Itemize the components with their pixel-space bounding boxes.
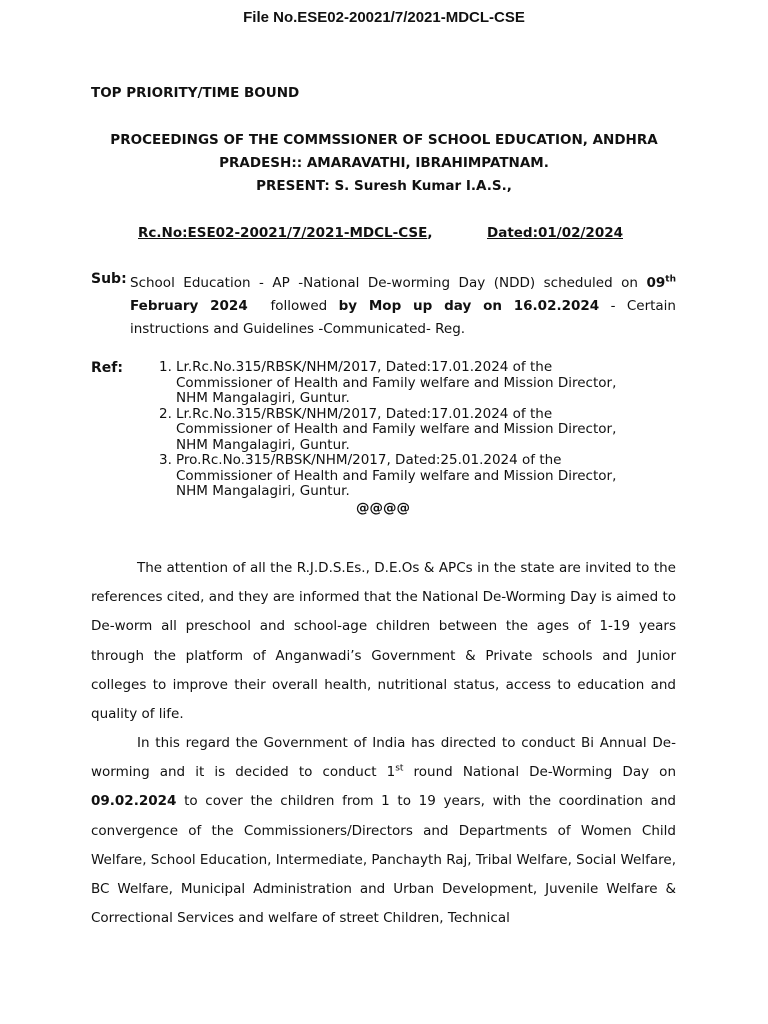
- reference-number-1: 1.: [159, 359, 172, 375]
- reference-item-1: [159, 360, 679, 407]
- paragraph-2-text-part-1: In this regard the Government of India has directed to conduct Bi Annual De-worming and it is decided to conduct 1: [91, 735, 676, 781]
- reference-2-line-2: Commissioner of Health and Family welfare and Mission Director,: [176, 421, 617, 437]
- priority-label: TOP PRIORITY/TIME BOUND: [91, 85, 300, 101]
- proceedings-present-line: PRESENT: S. Suresh Kumar I.A.S.,: [256, 178, 512, 194]
- reference-1-line-1: Lr.Rc.No.315/RBSK/NHM/2017, Dated:17.01.2024 of the: [176, 359, 553, 375]
- reference-item-2: [159, 407, 679, 454]
- subject-mopup-day: by Mop up day on 16.02.2024: [338, 298, 600, 314]
- paragraph-2-text-part-2: round National De-Worming Day on: [403, 764, 676, 781]
- reference-3-line-2: Commissioner of Health and Family welfare and Mission Director,: [176, 467, 617, 484]
- reference-item-3: [159, 453, 679, 500]
- reference-3-line-1: Pro.Rc.No.315/RBSK/NHM/2017, Dated:25.01.2024 of the: [176, 452, 562, 468]
- rc-number-text: Rc.No:ESE02-20021/7/2021-MDCL-CSE: [138, 225, 428, 241]
- reference-1-line-3: NHM Mangalagiri, Guntur.: [176, 390, 350, 406]
- paragraph-2-ndd-date: 09.02.2024: [91, 793, 177, 810]
- body-paragraph-1: [91, 554, 676, 729]
- rc-number-comma: ,: [427, 225, 433, 241]
- reference-2-line-3: NHM Mangalagiri, Guntur.: [176, 436, 350, 453]
- references-label: Ref:: [91, 360, 123, 376]
- proceedings-title-line-2: PRADESH:: AMARAVATHI, IBRAHIMPATNAM.: [219, 155, 549, 171]
- subject-text-part-1: School Education - AP -National De-worming Day (NDD) scheduled on: [130, 275, 647, 291]
- subject-ndd-day: 09: [646, 275, 666, 291]
- body-paragraph-2: [91, 729, 676, 933]
- reference-3-line-3: NHM Mangalagiri, Guntur.: [176, 483, 350, 499]
- paragraph-2-text-part-3: to cover the children from 1 to 19 years, with the coordination and convergence of the Commissioners/Directors and Departments of Women Child Welfare, School Education, Intermediate, Panchayth Raj, Tribal Welfare, Social Welfare, BC Welfare, Municipal Administration and Urban Development, Juvenile Welfare & Correctional Services and welfare of street Children, Technical: [91, 793, 676, 927]
- subject-text: [130, 272, 676, 341]
- reference-number: [138, 225, 432, 241]
- subject-ndd-day-suffix: th: [665, 274, 676, 285]
- dated-field: Dated:01/02/2024: [487, 225, 623, 241]
- paragraph-2-ordinal-suffix: st: [395, 763, 404, 774]
- subject-label: Sub:: [91, 271, 127, 287]
- paragraph-1-text: The attention of all the R.J.D.S.Es., D.E.Os & APCs in the state are invited to the references cited, and they are informed that the National De-Worming Day is aimed to De-worm all preschool and school-age children between the ages of 1-19 years through the platform of Anganwadi’s Government & Private schools and Junior colleges to improve their overall health, nutritional status, access to education and quality of life.: [91, 560, 676, 723]
- reference-number-3: 3.: [159, 452, 172, 468]
- proceedings-title-line-1: PROCEEDINGS OF THE COMMSSIONER OF SCHOOL EDUCATION, ANDHRA: [110, 132, 658, 148]
- reference-1-line-2: Commissioner of Health and Family welfare and Mission Director,: [176, 374, 617, 391]
- section-separator: @@@@: [356, 500, 410, 516]
- references-list: [159, 360, 679, 500]
- subject-text-part-2: followed: [247, 298, 339, 314]
- subject-text-part-3: - Certain instructions and Guidelines -Communicated- Reg.: [130, 298, 676, 337]
- reference-2-line-1: Lr.Rc.No.315/RBSK/NHM/2017, Dated:17.01.2024 of the: [176, 405, 553, 422]
- file-number-header: File No.ESE02-20021/7/2021-MDCL-CSE: [243, 9, 525, 26]
- reference-number-2: 2.: [159, 405, 172, 422]
- subject-ndd-month: February 2024: [130, 298, 248, 314]
